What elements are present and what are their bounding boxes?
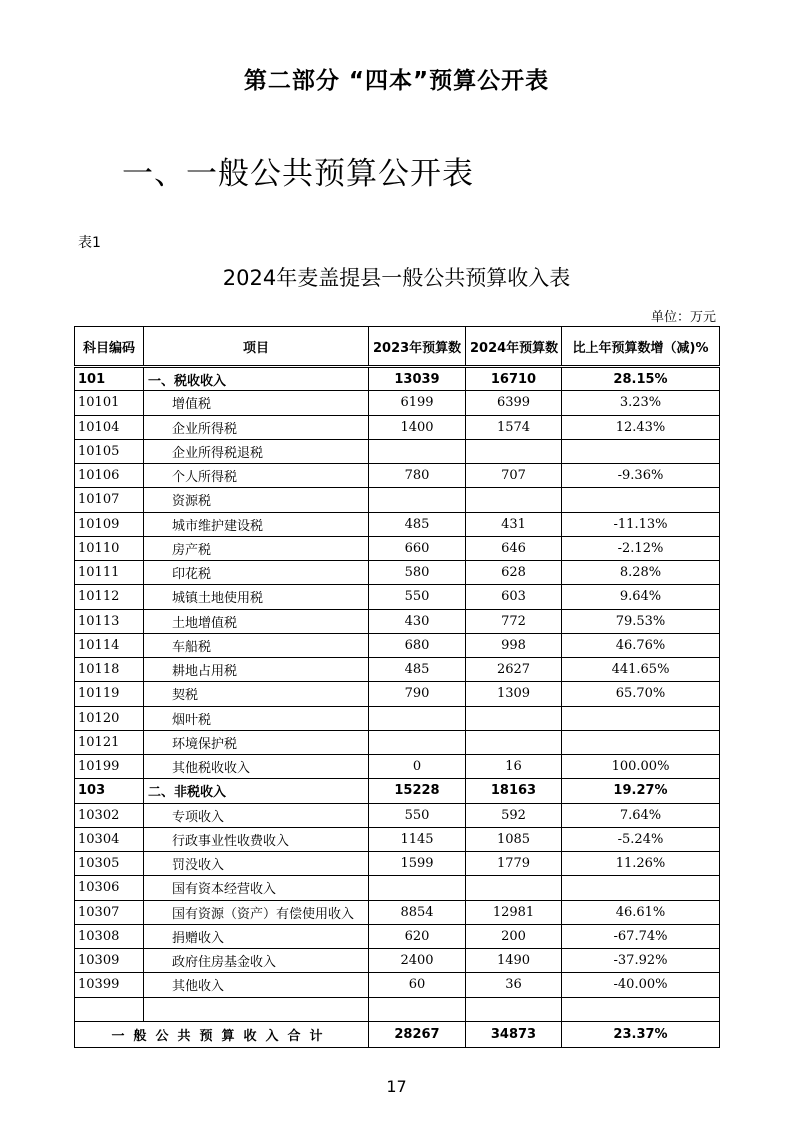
cell-code: 10113 (75, 609, 144, 633)
cell-2023 (369, 997, 466, 1021)
cell-code: 10199 (75, 755, 144, 779)
cell-change: 9.64% (562, 585, 720, 609)
table-row (75, 997, 720, 1021)
table-row (75, 464, 720, 488)
cell-item: 专项收入 (144, 803, 369, 827)
cell-code: 10107 (75, 488, 144, 512)
cell-code: 10105 (75, 439, 144, 463)
cell-item: 耕地占用税 (144, 658, 369, 682)
cell-2023: 680 (369, 633, 466, 657)
cell-2024: 603 (466, 585, 562, 609)
cell-code: 10119 (75, 682, 144, 706)
table-row (75, 876, 720, 900)
cell-2023 (369, 706, 466, 730)
table-row (75, 658, 720, 682)
header-code: 科目编码 (75, 327, 144, 367)
cell-change: 100.00% (562, 755, 720, 779)
table-row (75, 730, 720, 754)
header-item: 项目 (144, 327, 369, 367)
unit-label: 单位：万元 (650, 310, 716, 325)
cell-code: 10114 (75, 633, 144, 657)
cell-code: 10101 (75, 391, 144, 415)
cell-2023: 780 (369, 464, 466, 488)
table-row (75, 439, 720, 463)
section-title: 一、一般公共预算公开表 (122, 156, 474, 192)
cell-item (144, 997, 369, 1021)
cell-2024: 6399 (466, 391, 562, 415)
cell-change: 11.26% (562, 852, 720, 876)
cell-change: -67.74% (562, 924, 720, 948)
cell-code: 10308 (75, 924, 144, 948)
cell-code (75, 997, 144, 1021)
table-row (75, 949, 720, 973)
cell-2023: 620 (369, 924, 466, 948)
cell-item: 房产税 (144, 536, 369, 560)
cell-2023: 580 (369, 561, 466, 585)
cell-item: 土地增值税 (144, 609, 369, 633)
table-row (75, 827, 720, 851)
cell-2023: 550 (369, 585, 466, 609)
table-title: 2024年麦盖提县一般公共预算收入表 (222, 266, 571, 290)
cell-2024: 1490 (466, 949, 562, 973)
cell-item: 国有资源（资产）有偿使用收入 (144, 900, 369, 924)
cell-2024: 200 (466, 924, 562, 948)
table-row (75, 803, 720, 827)
cell-2024: 16 (466, 755, 562, 779)
total-row (75, 1021, 720, 1047)
cell-code: 10104 (75, 415, 144, 439)
cell-2023: 1599 (369, 852, 466, 876)
cell-2023: 790 (369, 682, 466, 706)
cell-item: 国有资本经营收入 (144, 876, 369, 900)
cell-change: -2.12% (562, 536, 720, 560)
cell-code: 10109 (75, 512, 144, 536)
cell-2023 (369, 439, 466, 463)
cell-change: -11.13% (562, 512, 720, 536)
cell-change: 441.65% (562, 658, 720, 682)
cell-change (562, 706, 720, 730)
cell-item: 企业所得税 (144, 415, 369, 439)
cell-2024: 1309 (466, 682, 562, 706)
cell-2023: 550 (369, 803, 466, 827)
cell-2023: 485 (369, 658, 466, 682)
cell-change: -37.92% (562, 949, 720, 973)
cell-code: 10110 (75, 536, 144, 560)
cell-code: 10305 (75, 852, 144, 876)
cell-item: 城镇土地使用税 (144, 585, 369, 609)
cell-2023: 15228 (369, 779, 466, 803)
cell-2023 (369, 488, 466, 512)
cell-2024: 772 (466, 609, 562, 633)
cell-code: 10118 (75, 658, 144, 682)
cell-change (562, 439, 720, 463)
cell-2024: 628 (466, 561, 562, 585)
cell-item: 车船税 (144, 633, 369, 657)
cell-code: 10112 (75, 585, 144, 609)
table-row (75, 682, 720, 706)
cell-item: 其他税收收入 (144, 755, 369, 779)
cell-change (562, 997, 720, 1021)
table-row (75, 609, 720, 633)
cell-item: 捐赠收入 (144, 924, 369, 948)
page-number: 17 (386, 1077, 407, 1096)
cell-item: 一、税收收入 (144, 367, 369, 391)
header-2023: 2023年预算数 (369, 327, 466, 367)
cell-2023: 430 (369, 609, 466, 633)
table-row (75, 852, 720, 876)
cell-change: -9.36% (562, 464, 720, 488)
cell-2024 (466, 439, 562, 463)
cell-item: 契税 (144, 682, 369, 706)
cell-item: 行政事业性收费收入 (144, 827, 369, 851)
cell-2024 (466, 488, 562, 512)
cell-code: 10302 (75, 803, 144, 827)
cell-item: 烟叶税 (144, 706, 369, 730)
cell-2023: 8854 (369, 900, 466, 924)
cell-2023: 1400 (369, 415, 466, 439)
cell-item: 印花税 (144, 561, 369, 585)
cell-code: 10399 (75, 973, 144, 997)
cell-change: 7.64% (562, 803, 720, 827)
table-row (75, 536, 720, 560)
cell-2023: 2400 (369, 949, 466, 973)
cell-item: 罚没收入 (144, 852, 369, 876)
cell-code: 103 (75, 779, 144, 803)
cell-code: 10306 (75, 876, 144, 900)
cell-2024 (466, 997, 562, 1021)
cell-2023: 485 (369, 512, 466, 536)
cell-change: 46.76% (562, 633, 720, 657)
cell-2023: 60 (369, 973, 466, 997)
part-title: 第二部分 “四本”预算公开表 (243, 68, 550, 94)
cell-2024: 431 (466, 512, 562, 536)
cell-2024: 1574 (466, 415, 562, 439)
cell-2023 (369, 876, 466, 900)
cell-2024: 646 (466, 536, 562, 560)
cell-code: 10307 (75, 900, 144, 924)
table-row (75, 755, 720, 779)
table-header-row (75, 327, 720, 367)
cell-item: 二、非税收入 (144, 779, 369, 803)
cell-change: 46.61% (562, 900, 720, 924)
cell-2024: 998 (466, 633, 562, 657)
cell-code: 10120 (75, 706, 144, 730)
cell-2024: 2627 (466, 658, 562, 682)
cell-item: 城市维护建设税 (144, 512, 369, 536)
table-row (75, 633, 720, 657)
total-label: 一般公共预算收入合计 (75, 1021, 369, 1047)
table-row (75, 924, 720, 948)
table-row (75, 561, 720, 585)
cell-2023: 6199 (369, 391, 466, 415)
table-row (75, 973, 720, 997)
table-row (75, 779, 720, 803)
cell-2024: 1779 (466, 852, 562, 876)
cell-item: 增值税 (144, 391, 369, 415)
table-row (75, 415, 720, 439)
table-body (75, 367, 720, 1022)
cell-code: 101 (75, 367, 144, 391)
cell-2024: 36 (466, 973, 562, 997)
table-row (75, 900, 720, 924)
cell-code: 10111 (75, 561, 144, 585)
cell-item: 企业所得税退税 (144, 439, 369, 463)
cell-2024 (466, 730, 562, 754)
total-change: 23.37% (562, 1021, 720, 1047)
table-row (75, 512, 720, 536)
cell-change: 3.23% (562, 391, 720, 415)
cell-code: 10304 (75, 827, 144, 851)
cell-code: 10309 (75, 949, 144, 973)
cell-2024: 16710 (466, 367, 562, 391)
cell-2023: 660 (369, 536, 466, 560)
cell-change: 8.28% (562, 561, 720, 585)
cell-2024: 12981 (466, 900, 562, 924)
header-change: 比上年预算数增（减)% (562, 327, 720, 367)
cell-change: -40.00% (562, 973, 720, 997)
cell-item: 政府住房基金收入 (144, 949, 369, 973)
cell-2023: 1145 (369, 827, 466, 851)
cell-2024: 1085 (466, 827, 562, 851)
cell-change: 79.53% (562, 609, 720, 633)
table-row (75, 706, 720, 730)
cell-change: 12.43% (562, 415, 720, 439)
table-row (75, 367, 720, 391)
cell-change: 19.27% (562, 779, 720, 803)
cell-2024: 18163 (466, 779, 562, 803)
cell-item: 其他收入 (144, 973, 369, 997)
cell-change (562, 488, 720, 512)
cell-change: 65.70% (562, 682, 720, 706)
cell-2023 (369, 730, 466, 754)
cell-2024: 707 (466, 464, 562, 488)
cell-2023: 13039 (369, 367, 466, 391)
cell-change: -5.24% (562, 827, 720, 851)
table-number: 表1 (78, 235, 101, 251)
table-row (75, 488, 720, 512)
budget-revenue-table (74, 326, 720, 1048)
table-row (75, 391, 720, 415)
cell-change: 28.15% (562, 367, 720, 391)
cell-2024 (466, 876, 562, 900)
table-row (75, 585, 720, 609)
cell-2024: 592 (466, 803, 562, 827)
header-2024: 2024年预算数 (466, 327, 562, 367)
cell-item: 资源税 (144, 488, 369, 512)
cell-2023: 0 (369, 755, 466, 779)
total-2024: 34873 (466, 1021, 562, 1047)
cell-item: 个人所得税 (144, 464, 369, 488)
cell-code: 10106 (75, 464, 144, 488)
cell-2024 (466, 706, 562, 730)
cell-change (562, 876, 720, 900)
cell-code: 10121 (75, 730, 144, 754)
total-2023: 28267 (369, 1021, 466, 1047)
cell-item: 环境保护税 (144, 730, 369, 754)
cell-change (562, 730, 720, 754)
